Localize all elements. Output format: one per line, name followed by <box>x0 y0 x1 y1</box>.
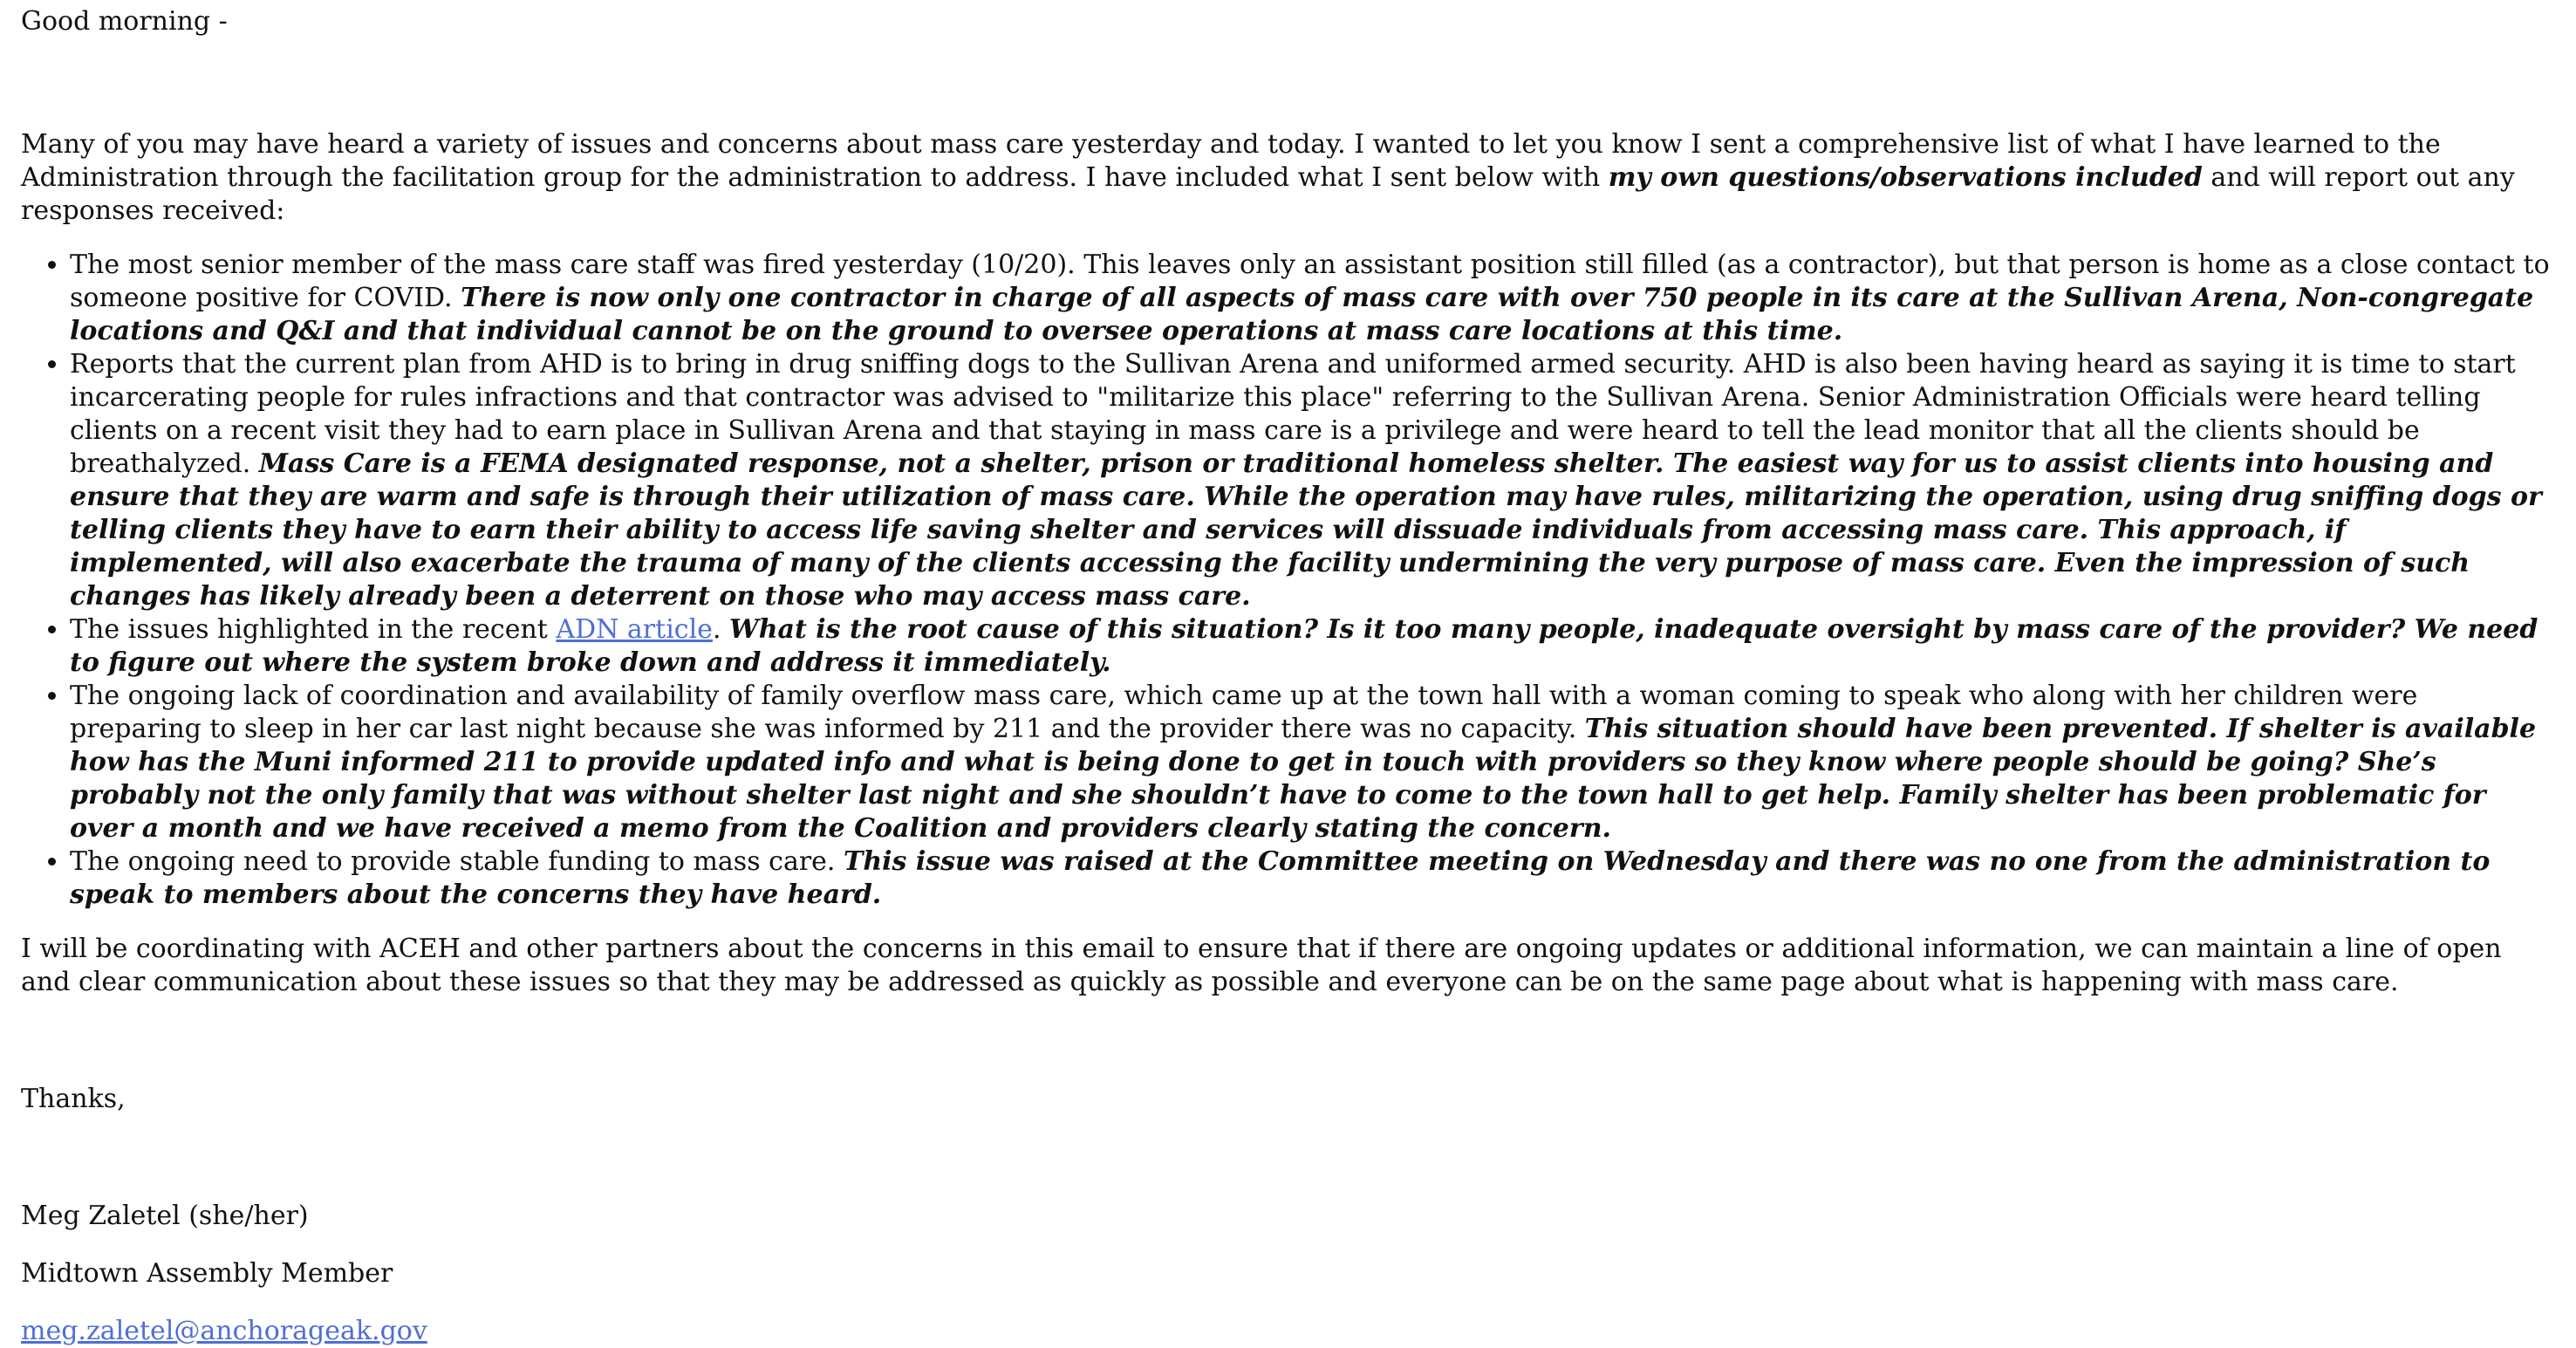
intro-text: Many of you may have heard a variety of issues and concerns about mass care yesterday and today. I wanted to let you know I sent a comprehensive list of what I have learned to the Administration through the facilitation group for the administration to address. I have included what I sent below with <box>21 129 2441 193</box>
signature-name: Meg Zaletel (she/her) <box>21 1201 309 1231</box>
greeting: Good morning - <box>21 6 228 37</box>
signature-email-link[interactable]: meg.zaletel@anchorageak.gov <box>21 1316 427 1346</box>
issue-emphasis: Mass Care is a FEMA designated response, not a shelter, prison or traditional homeless shelter. The easiest way for us to assist clients into housing and ensure that they are warm and safe is through their utilization of mass care. While the operation may have rules, militarizing the operation, using drug sniffing dogs or telling clients they have to earn their ability to access life saving shelter and services will dissuade individuals from accessing mass care. This approach, if implemented, will also exacerbate the trauma of many of the clients accessing the facility undermining the very purpose of mass care. Even the impression of such changes has likely already been a deterrent on those who may access mass care. <box>70 448 2542 612</box>
intro-paragraph <box>21 128 2555 228</box>
issue-item-staffing <box>70 249 2555 348</box>
issue-emphasis: This situation should have been prevented. If shelter is available how has the Muni informed 211 to provide updated info and what is being done to get in touch with providers so they know where people should be going? She’s probably not the only family that was without shelter last night and she shouldn’t have to come to the town hall to get help. Family shelter has been problematic for over a month and we have received a memo from the Coalition and providers clearly stating the concern. <box>70 714 2537 844</box>
issue-text: The ongoing need to provide stable funding to mass care. <box>70 846 844 877</box>
closing-paragraph: I will be coordinating with ACEH and other partners about the concerns in this email to ensure that if there are ongoing updates or additional information, we can maintain a line of open and clear communication about these issues so that they may be addressed as quickly as possible and everyone can be on the same page about what is happening with mass care. <box>21 934 2502 997</box>
issue-text: Reports that the current plan from AHD is to bring in drug sniffing dogs to the Sullivan Arena and uniformed armed security. AHD is also been having heard as saying it is time to start incarcerating people for rules infractions and that contractor was advised to "militarize this place" referring to the Sullivan Arena. Senior Administration Officials were heard telling clients on a recent visit they had to earn place in Sullivan Arena and that staying in mass care is a privilege and were heard to tell the lead monitor that all the clients should be breathalyzed. <box>70 349 2516 479</box>
adn-article-link[interactable]: ADN article <box>556 614 713 645</box>
issue-emphasis: This issue was raised at the Committee meeting on Wednesday and there was no one from the administration to speak to members about the concerns they have heard. <box>70 846 2491 910</box>
issue-emphasis: There is now only one contractor in charge of all aspects of mass care with over 750 people in its care at the Sullivan Arena, Non-congregate locations and Q&I and that individual cannot be on the ground to oversee operations at mass care locations at this time. <box>70 283 2534 346</box>
issue-text: The most senior member of the mass care staff was fired yesterday (10/20). This leaves only an assistant position still filled (as a contractor), but that person is home as a close contact to someone positive for COVID. <box>70 250 2550 313</box>
issue-text-after-link: . <box>712 614 730 645</box>
issue-item-family-overflow <box>70 680 2555 845</box>
intro-text-end: and will report out any responses received: <box>21 162 2515 226</box>
issue-text: The ongoing lack of coordination and availability of family overflow mass care, which came up at the town hall with a woman coming to speak who along with her children were preparing to sleep in her car last night because she was informed by 211 and the provider there was no capacity. <box>70 681 2418 744</box>
issue-item-funding <box>70 845 2555 912</box>
sign-off: Thanks, <box>21 1084 126 1114</box>
intro-emphasis: my own questions/observations included <box>1608 162 2203 193</box>
issue-item-adn-article <box>70 613 2555 680</box>
signature-title: Midtown Assembly Member <box>21 1258 393 1289</box>
issue-text: The issues highlighted in the recent <box>70 614 557 645</box>
issue-list <box>21 249 2555 912</box>
issue-item-security <box>70 348 2555 613</box>
signature-email-line <box>21 1315 2555 1348</box>
issue-emphasis: What is the root cause of this situation? Is it too many people, inadequate oversight by mass care of the provider? We need to figure out where the system broke down and address it immediately. <box>70 614 2538 678</box>
